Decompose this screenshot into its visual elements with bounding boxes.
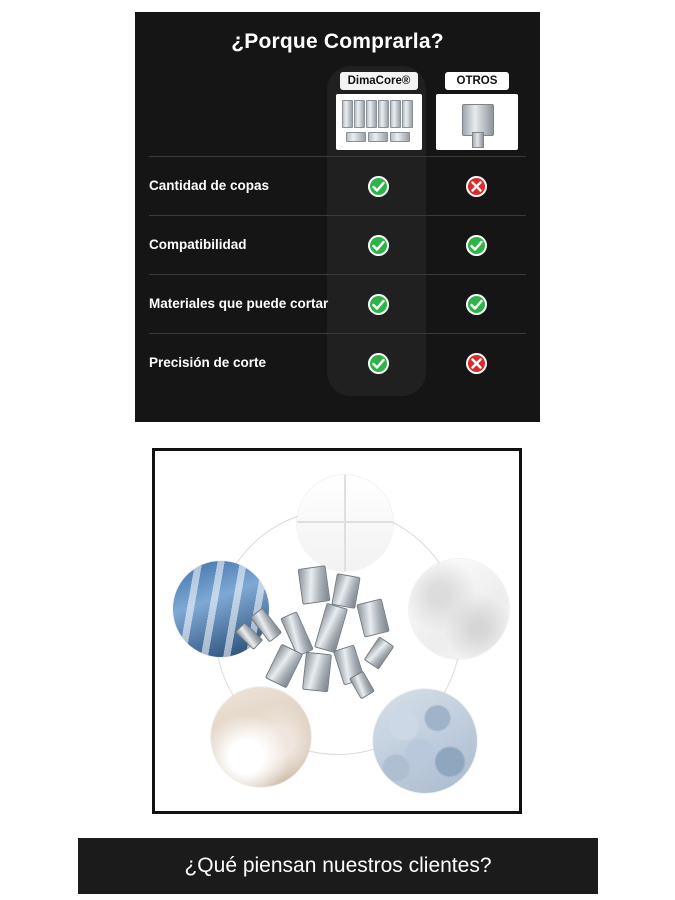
brand-column-header (330, 64, 428, 157)
check-icon (368, 235, 389, 256)
table-row (149, 275, 526, 334)
testimonials-banner (78, 838, 598, 894)
check-icon (466, 235, 487, 256)
check-icon (368, 176, 389, 197)
table-row (149, 216, 526, 275)
other-label: OTROS (445, 72, 510, 90)
feature-label: Compatibilidad (149, 216, 330, 275)
material-circle-porcelain (211, 687, 311, 787)
other-mark (428, 216, 526, 275)
table-row (149, 157, 526, 216)
brand-mark (330, 157, 428, 216)
other-mark (428, 157, 526, 216)
cross-icon (466, 176, 487, 197)
brand-label: DimaCore® (340, 72, 419, 90)
feature-label: Cantidad de copas (149, 157, 330, 216)
check-icon (368, 353, 389, 374)
material-circle-ceramic-tile (297, 475, 393, 571)
brand-mark (330, 216, 428, 275)
check-icon (466, 294, 487, 315)
feature-label: Materiales que puede cortar (149, 275, 330, 334)
other-column-header (428, 64, 526, 157)
other-mark (428, 275, 526, 334)
brand-mark (330, 334, 428, 393)
check-icon (368, 294, 389, 315)
testimonials-banner-text: ¿Qué piensan nuestros clientes? (184, 854, 492, 877)
other-product-image (436, 94, 518, 150)
comparison-table (149, 64, 526, 392)
material-circle-stone-pebbles (373, 689, 477, 793)
cross-icon (466, 353, 487, 374)
applications-panel (152, 448, 522, 814)
feature-label: Precisión de corte (149, 334, 330, 393)
brand-product-image (336, 94, 422, 150)
comparison-title: ¿Porque Comprarla? (231, 30, 444, 53)
table-row (149, 334, 526, 393)
brand-mark (330, 275, 428, 334)
drill-bit-pile (242, 561, 432, 701)
comparison-header-row (149, 64, 526, 157)
header-spacer (149, 64, 330, 157)
comparison-panel (135, 12, 540, 422)
applications-collage (155, 451, 519, 811)
other-mark (428, 334, 526, 393)
